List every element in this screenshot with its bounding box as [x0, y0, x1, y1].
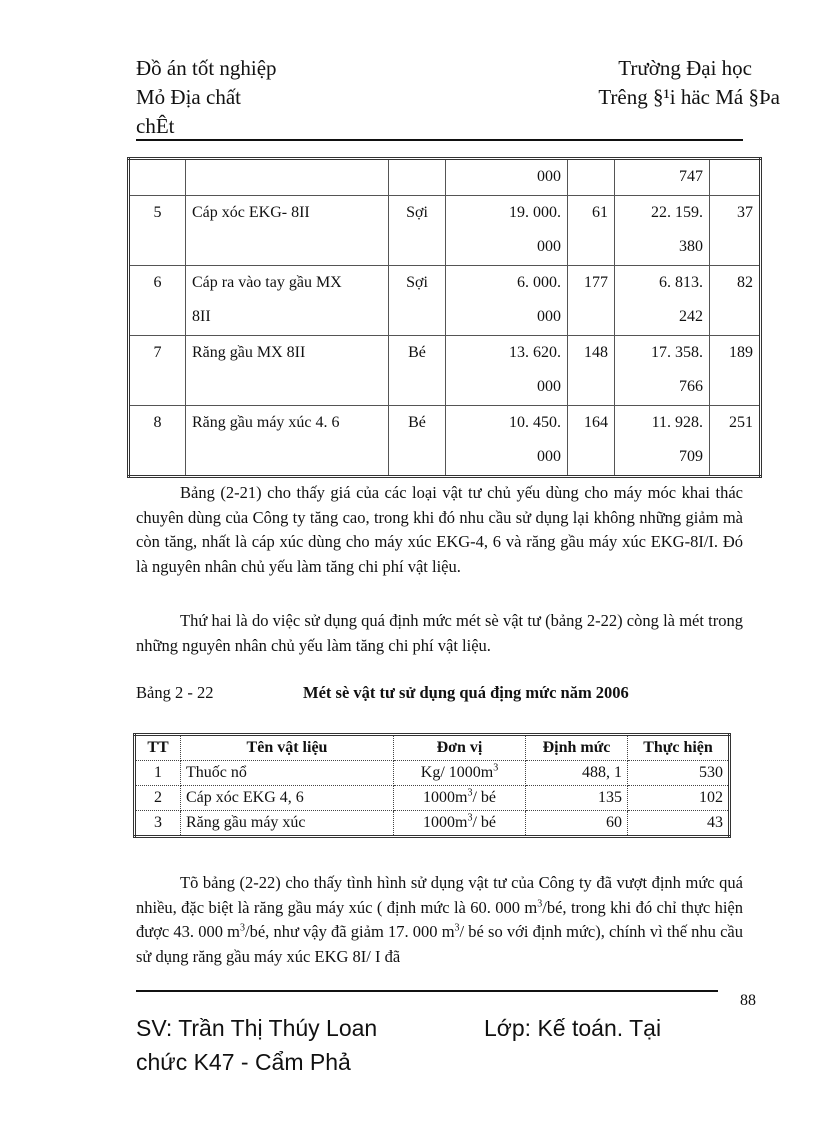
cell-tt: 2	[135, 786, 181, 811]
cell-name: Cáp xóc EKG 4, 6	[181, 786, 394, 811]
table-caption-title: Mét sè vật tư sử dụng quá địng mức năm 2006	[303, 683, 629, 702]
cell-unit: Kg/ $1000m^3$	[394, 761, 526, 786]
table-row	[129, 335, 761, 405]
cell-qty	[568, 159, 615, 196]
header-left-line-3: chÊt	[136, 114, 175, 138]
header-unit: Đơn vị	[394, 735, 526, 761]
page-number: 88	[740, 992, 756, 1009]
table-caption-number: Bảng 2 - 22	[136, 683, 214, 702]
table-row	[135, 786, 730, 811]
table-header-row	[135, 735, 730, 761]
cell-total: 6. 813. 242	[615, 265, 710, 335]
cell-unit: Sợi	[389, 195, 446, 265]
table-row	[129, 405, 761, 476]
header-tt: TT	[135, 735, 181, 761]
table-row	[129, 159, 761, 196]
table-row	[135, 761, 730, 786]
cell-qty: 61	[568, 195, 615, 265]
footer-student: SV: Trần Thị Thúy Loan	[136, 1015, 378, 1041]
cell-name	[186, 159, 389, 196]
header-norm: Định mức	[526, 735, 628, 761]
header-actual: Thực hiện	[628, 735, 730, 761]
footer-left	[136, 1011, 377, 1079]
header-left-line-2: Mỏ Địa chất	[136, 85, 241, 109]
material-price-table	[127, 157, 762, 478]
cell-price: 10. 450. 000	[446, 405, 568, 476]
cell-unit	[389, 159, 446, 196]
footer-class: Lớp: Kế toán. Tại	[484, 1015, 662, 1041]
table-row	[129, 265, 761, 335]
cell-tt: 7	[129, 335, 186, 405]
cell-last: 82	[710, 265, 761, 335]
cell-price: 19. 000. 000	[446, 195, 568, 265]
cell-qty: 177	[568, 265, 615, 335]
cell-norm: 60	[526, 811, 628, 837]
cell-tt: 8	[129, 405, 186, 476]
table-row	[135, 811, 730, 837]
cell-tt	[129, 159, 186, 196]
cell-tt: 3	[135, 811, 181, 837]
header-name: Tên vật liệu	[181, 735, 394, 761]
cell-unit: Sợi	[389, 265, 446, 335]
header-left-line-1: Đồ án tốt nghiệp	[136, 56, 277, 80]
cell-last: 251	[710, 405, 761, 476]
cell-tt: 1	[135, 761, 181, 786]
cell-qty: 148	[568, 335, 615, 405]
cell-unit: Bé	[389, 335, 446, 405]
cell-total: 747	[615, 159, 710, 196]
cell-actual: 43	[628, 811, 730, 837]
header-divider	[136, 139, 743, 141]
cell-name: Răng gầu máy xúc	[181, 811, 394, 837]
paragraph-3: Tõ bảng (2-22) cho thấy tình hình sử dụng vật tư của Công ty đã vượt định mức quá nhiều, đặc biệt là răng gầu máy xúc ( định mức là 60. 000 $m^3/bé$, trong khi đó chỉ thực hiện được 43. 000 $m^3/bé$, như vậy đã giảm 17. 000 $m^3/$ bé so với định mức), chính vì thế nhu cầu sử dụng răng gầu máy xúc EKG 8I/ I đã	[136, 873, 744, 966]
header-left	[136, 54, 436, 141]
footer-divider	[136, 990, 718, 992]
cell-name: Răng gầu máy xúc 4. 6	[186, 405, 389, 476]
cell-name: Thuốc nổ	[181, 761, 394, 786]
paragraph-2: Thứ hai là do việc sử dụng quá định mức mét sè vật tư (bảng 2-22) còng là mét trong những nguyên nhân chủ yếu làm tăng chi phí vật liệu.	[136, 611, 743, 655]
cell-tt: 5	[129, 195, 186, 265]
cell-total: 22. 159. 380	[615, 195, 710, 265]
cell-unit: $1000m^3/$ bé	[394, 786, 526, 811]
cell-norm: 488, 1	[526, 761, 628, 786]
header-right	[520, 54, 780, 112]
cell-tt: 6	[129, 265, 186, 335]
header-right-line-1: Trường Đại học	[618, 56, 752, 80]
footer-student-cont: chức K47 - Cẩm Phả	[136, 1049, 351, 1075]
cell-total: 17. 358. 766	[615, 335, 710, 405]
table-row	[129, 195, 761, 265]
cell-name: Cáp ra vào tay gầu MX 8II	[186, 265, 389, 335]
cell-last: 37	[710, 195, 761, 265]
header-right-line-2: Trêng §¹i häc Má §Þa	[598, 85, 780, 109]
cell-norm: 135	[526, 786, 628, 811]
cell-total: 11. 928. 709	[615, 405, 710, 476]
cell-name: Cáp xóc EKG- 8II	[186, 195, 389, 265]
cell-price: 000	[446, 159, 568, 196]
cell-unit: $1000m^3/$ bé	[394, 811, 526, 837]
cell-actual: 530	[628, 761, 730, 786]
paragraph-1: Bảng (2-21) cho thấy giá của các loại vật tư chủ yếu dùng cho máy móc khai thác chuyên dùng của Công ty tăng cao, trong khi đó nhu cầu sử dụng lại không những giảm mà còn tăng, nhất là cáp xúc dùng cho máy xúc EKG-4, 6 và răng gầu máy xúc EKG-8I/I. Đó là nguyên nhân chủ yếu làm tăng chi phí vật liệu.	[136, 483, 743, 576]
cell-last: 189	[710, 335, 761, 405]
cell-actual: 102	[628, 786, 730, 811]
cell-qty: 164	[568, 405, 615, 476]
cell-last	[710, 159, 761, 196]
overuse-materials-table	[133, 733, 731, 838]
cell-name: Răng gầu MX 8II	[186, 335, 389, 405]
cell-price: 13. 620. 000	[446, 335, 568, 405]
cell-unit: Bé	[389, 405, 446, 476]
cell-price: 6. 000. 000	[446, 265, 568, 335]
